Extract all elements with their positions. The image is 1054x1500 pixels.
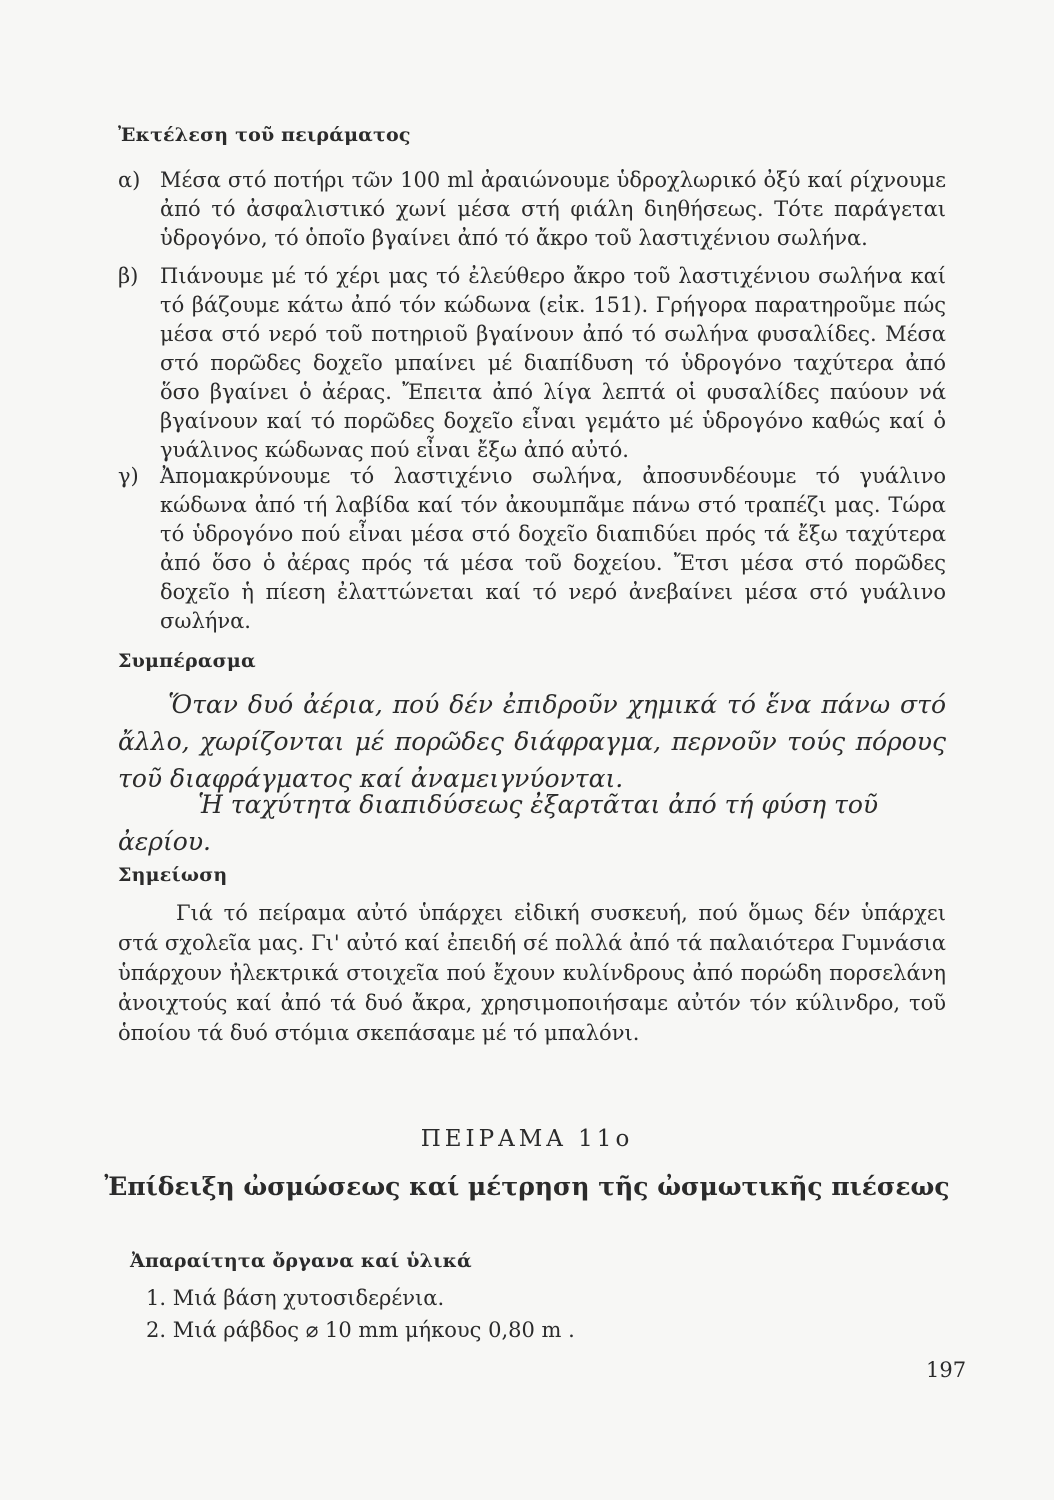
page-number: 197 (926, 1358, 967, 1382)
item-text-a: Μέσα στό ποτήρι τῶν 100 ml ἀραιώνουμε ὑδροχλωρικό ὀξύ καί ρίχνουμε ἀπό τό ἀσφαλιστικό χωνί μέσα στή φιάλη διηθήσεως. Τότε παράγεται ὑδρογόνο, τό ὁποῖο βγαίνει ἀπό τό ἄκρο τοῦ λαστιχένιου σωλήνα. (160, 168, 946, 250)
item-text-c: Ἀπομακρύνουμε τό λαστιχένιο σωλήνα, ἀποσυνδέουμε τό γυάλινο κώδωνα ἀπό τή λαβίδα καί τόν ἀκουμπᾶμε πάνω στό τραπέζι μας. Τώρα τό ὑδρογόνο πού εἶναι μέσα στό δοχεῖο διαπιδύει πρός τά ἔξω ταχύτερα ἀπό ὅσο ὁ ἀέρας πρός τά μέσα τοῦ δοχείου. Ἔτσι μέσα στό πορῶδες δοχεῖο ἡ πίεση ἐλαττώνεται καί τό νερό ἀνεβαίνει μέσα στό γυάλινο σωλήνα. (160, 464, 946, 633)
note-text: Γιά τό πείραμα αὐτό ὑπάρχει εἰδική συσκευή, πού ὅμως δέν ὑπάρχει στά σχολεῖα μας. Γι' αὐτό καί ἐπειδή σέ πολλά ἀπό τά παλαιότερα Γυμνάσια ὑπάρχουν ἠλεκτρικά στοιχεῖα πού ἔχουν κυλίνδρους ἀπό πορώδη πορσελάνη ἀνοιχτούς καί ἀπό τά δυό ἄκρα, χρησιμοποιήσαμε αὐτόν τόν κύλινδρο, τοῦ ὁποίου τά δυό στόμια σκεπάσαμε μέ τό μπαλόνι. (118, 901, 946, 1045)
item-label-a: α) (118, 168, 141, 192)
conclusion-paragraph-1: Ὅταν δυό ἀέρια, πού δέν ἐπιδροῦν χημικά τό ἕνα πάνω στό ἄλλο, χωρίζονται μέ πορῶδες διάφραγμα, περνοῦν τούς πόρους τοῦ διαφράγματος καί ἀναμειγνύονται. (118, 690, 946, 793)
item-text-b: Πιάνουμε μέ τό χέρι μας τό ἐλεύθερο ἄκρο τοῦ λαστιχένιου σωλήνα καί τό βάζουμε κάτω ἀπό τόν κώδωνα (εἰκ. 151). Γρήγορα παρατηροῦμε πώς μέσα στό νερό τοῦ ποτηριοῦ βγαίνουν ἀπό τό σωλήνα φυσαλίδες. Μέσα στό πορῶδες δοχεῖο μπαίνει μέ διαπίδυση τό ὑδρογόνο ταχύτερα ἀπό ὅσο βγαίνει ὁ ἀέρας. Ἔπειτα ἀπό λίγα λεπτά οἱ φυσαλίδες παύουν νά βγαίνουν καί τό πορῶδες δοχεῖο εἶναι γεμάτο μέ ὑδρογόνο καθώς καί ὁ γυάλινος κώδωνας πού εἶναι ἔξω ἀπό αὐτό. (160, 264, 946, 462)
materials-heading: Ἀπαραίτητα ὄργανα καί ὑλικά (130, 1250, 472, 1272)
materials-list-item: 2. Μιά ράβδος ⌀ 10 mm μήκους 0,80 m . (146, 1318, 575, 1342)
conclusion-paragraph-2: Ἡ ταχύτητα διαπιδύσεως ἐξαρτᾶται ἀπό τή φύση τοῦ ἀερίου. (118, 790, 879, 856)
experiment-number-title: ΠΕΙΡΑΜΑ 11ο (420, 1126, 634, 1152)
experiment-title: Ἐπίδειξη ὠσμώσεως καί μέτρηση τῆς ὠσμωτικῆς πιέσεως (104, 1172, 950, 1201)
note-heading: Σημείωση (118, 864, 228, 886)
materials-list-item: 1. Μιά βάση χυτοσιδερένια. (146, 1286, 445, 1310)
item-label-b: β) (118, 264, 139, 288)
execution-heading: Ἐκτέλεση τοῦ πειράματος (118, 124, 411, 146)
item-label-c: γ) (118, 464, 139, 488)
conclusion-heading: Συμπέρασμα (118, 650, 256, 672)
